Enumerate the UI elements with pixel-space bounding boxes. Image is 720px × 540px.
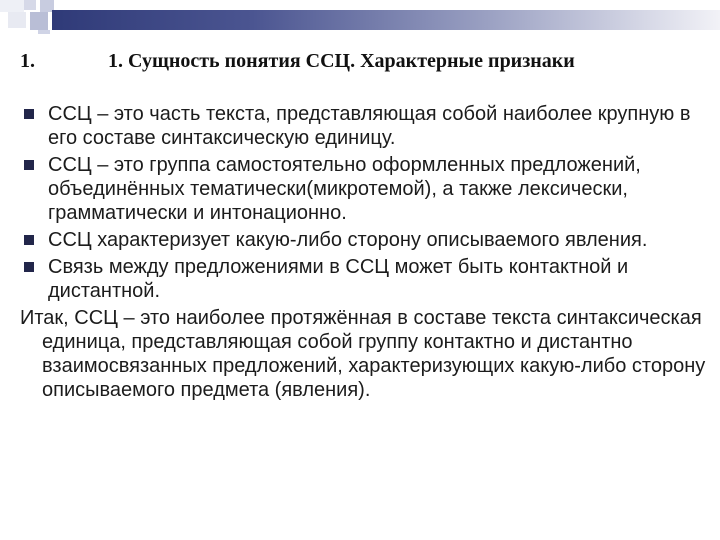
decorative-square — [24, 0, 36, 10]
gradient-band — [52, 10, 720, 30]
bullet-item — [20, 228, 710, 252]
bullet-item — [20, 102, 710, 150]
title-text: 1. Сущность понятия ССЦ. Характерные признаки — [108, 50, 575, 72]
square-bullet-icon — [24, 262, 34, 272]
decorative-header-bar — [0, 0, 720, 34]
decorative-square — [0, 0, 24, 12]
bullet-item — [20, 153, 710, 225]
title-number: 1. — [20, 50, 35, 72]
decorative-square — [30, 12, 48, 30]
bullet-item — [20, 255, 710, 303]
slide-content — [20, 102, 710, 402]
decorative-square — [8, 12, 26, 28]
bullet-text: ССЦ характеризует какую-либо сторону описываемого явления. — [48, 229, 648, 251]
square-bullet-icon — [24, 160, 34, 170]
square-bullet-icon — [24, 109, 34, 119]
summary-paragraph: Итак, ССЦ – это наиболее протяжённая в составе текста синтаксическая единица, представляющая собой группу контактно и дистантно взаимосвязанных предложений, характеризующих какую-либо сторону описываемого предмета (явления). — [20, 307, 706, 401]
bullet-text: ССЦ – это часть текста, представляющая собой наиболее крупную в его составе синтаксическую единицу. — [48, 103, 691, 149]
square-bullet-icon — [24, 235, 34, 245]
decorative-square — [38, 30, 50, 34]
bullet-text: Связь между предложениями в ССЦ может быть контактной и дистантной. — [48, 256, 629, 302]
bullet-text: ССЦ – это группа самостоятельно оформленных предложений, объединённых тематически(микротемой), а также лексически, грамматически и интонационно. — [48, 154, 641, 224]
